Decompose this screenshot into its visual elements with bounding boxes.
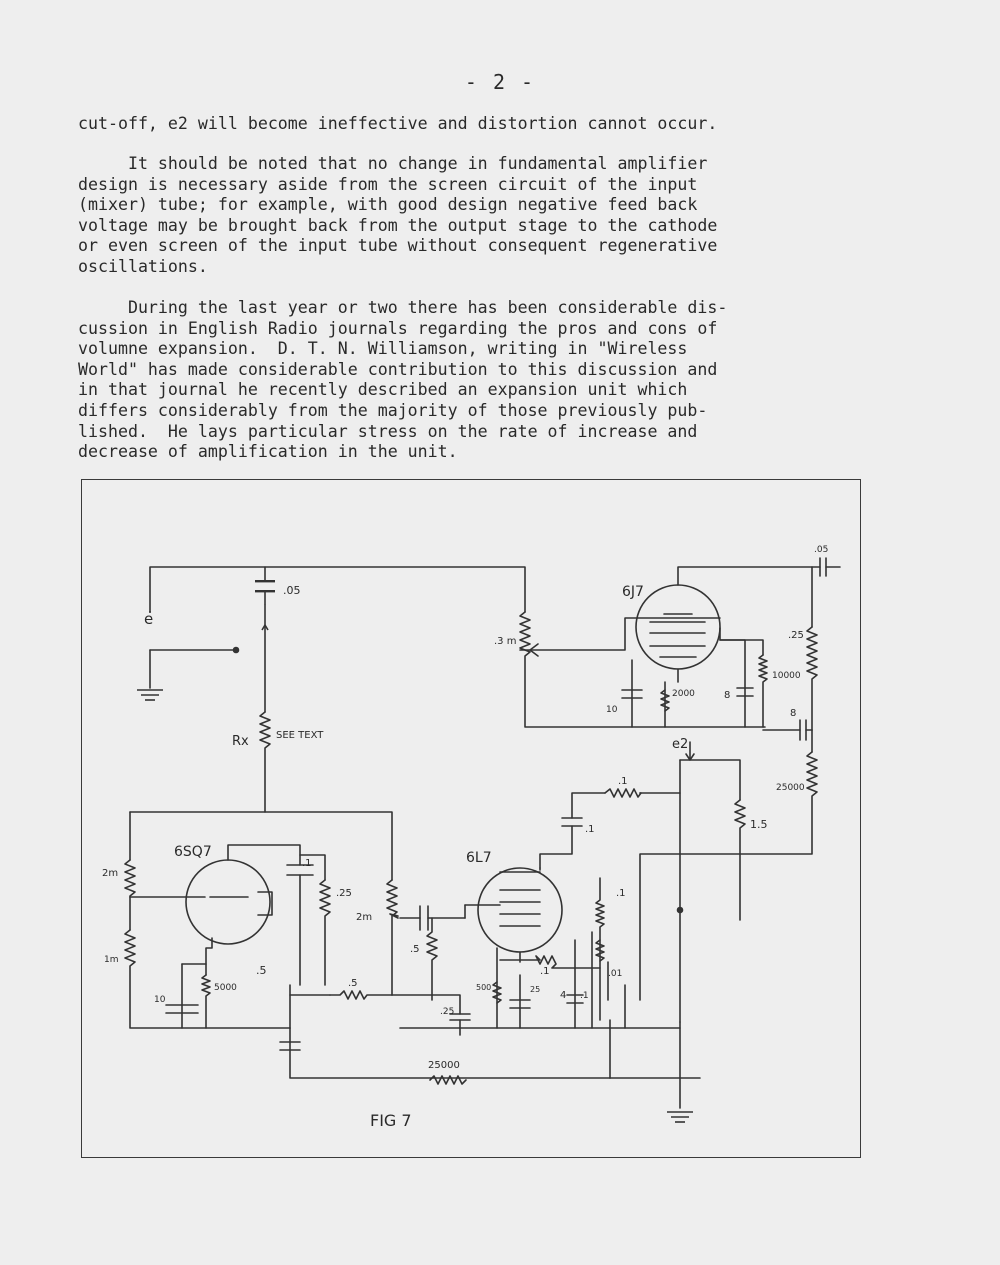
text-line: It should be noted that no change in fundamental amplifier <box>78 154 708 173</box>
label-r-15: 1.5 <box>750 818 768 831</box>
label-c-25: .25 <box>440 1007 455 1017</box>
label-tube-6sq7: 6SQ7 <box>174 844 212 860</box>
label-c-8b: 8 <box>790 708 797 719</box>
text-line: voltage may be brought back from the output stage to the cathode <box>78 215 718 235</box>
text-line: lished. He lays particular stress on the rate of increase and <box>78 421 698 441</box>
label-r-25000-bottom: 25000 <box>428 1060 460 1071</box>
label-r-01: .01 <box>608 969 623 979</box>
label-e2: e2 <box>672 737 689 752</box>
text-line: World" has made considerable contribution to this discussion and <box>78 359 718 379</box>
label-r-1-right-6l7: .1 <box>616 888 626 899</box>
label-c-10-6sq7: 10 <box>154 995 166 1005</box>
text-line: oscillations. <box>78 256 208 276</box>
label-r-2m-left: 2m <box>102 868 119 879</box>
text-line: or even screen of the input tube without consequent regenerative <box>78 236 718 256</box>
label-r-1m: 1m <box>104 955 119 965</box>
label-c-input: .05 <box>283 584 301 597</box>
text-line: cussion in English Radio journals regarding the pros and cons of <box>78 318 718 338</box>
page-number: - 2 - <box>464 70 536 94</box>
label-c-05-top: .05 <box>814 545 829 555</box>
label-pot-3m: .3 m <box>494 636 517 647</box>
label-c-4: 4 <box>560 990 567 1001</box>
label-r-1-6l7: .1 <box>540 966 550 977</box>
text-line: volumne expansion. D. T. N. Williamson, writing in "Wireless <box>78 339 688 359</box>
text-line: cut-off, e2 will become ineffective and distortion cannot occur. <box>78 114 718 133</box>
label-c-1-6sq7: .1 <box>302 858 312 869</box>
label-r-1-6l7b: .1 <box>580 991 589 1001</box>
text-line: differs considerably from the majority of those previously pub- <box>78 400 708 420</box>
label-c-1-b: .1 <box>585 824 595 835</box>
label-rx: Rx <box>232 734 249 749</box>
label-tube-6l7: 6L7 <box>466 850 492 866</box>
text-line: in that journal he recently described an expansion unit which <box>78 380 688 400</box>
label-c-25-6l7: 25 <box>530 985 541 994</box>
label-tube-6j7: 6J7 <box>622 584 644 600</box>
label-r-5000: 5000 <box>214 983 237 993</box>
label-r-10000: 10000 <box>772 671 801 681</box>
label-r-25-6sq7: .25 <box>336 888 352 899</box>
label-c-8a: 8 <box>724 690 731 701</box>
label-c-1-a: .1 <box>618 776 628 787</box>
label-r-25-right: .25 <box>788 630 804 641</box>
label-pot-5: .5 <box>256 964 267 977</box>
label-r-2000: 2000 <box>672 689 695 699</box>
label-pot-2m: 2m <box>356 912 373 923</box>
label-r-500: 500 <box>476 983 492 992</box>
text-line: design is necessary aside from the screen circuit of the input <box>78 174 698 194</box>
label-r-5-mid: .5 <box>348 978 358 989</box>
label-r-5-grid: .5 <box>410 944 420 955</box>
text-line: (mixer) tube; for example, with good design negative feed back <box>78 195 698 215</box>
text-line: decrease of amplification in the unit. <box>78 442 458 462</box>
label-see-text: SEE TEXT <box>276 730 324 741</box>
label-r-25000-right: 25000 <box>776 783 805 793</box>
figure-caption: FIG 7 <box>370 1111 412 1130</box>
label-c-10-6j7: 10 <box>606 705 618 715</box>
text-line: During the last year or two there has been considerable dis- <box>78 298 728 317</box>
label-input: e <box>144 610 154 628</box>
